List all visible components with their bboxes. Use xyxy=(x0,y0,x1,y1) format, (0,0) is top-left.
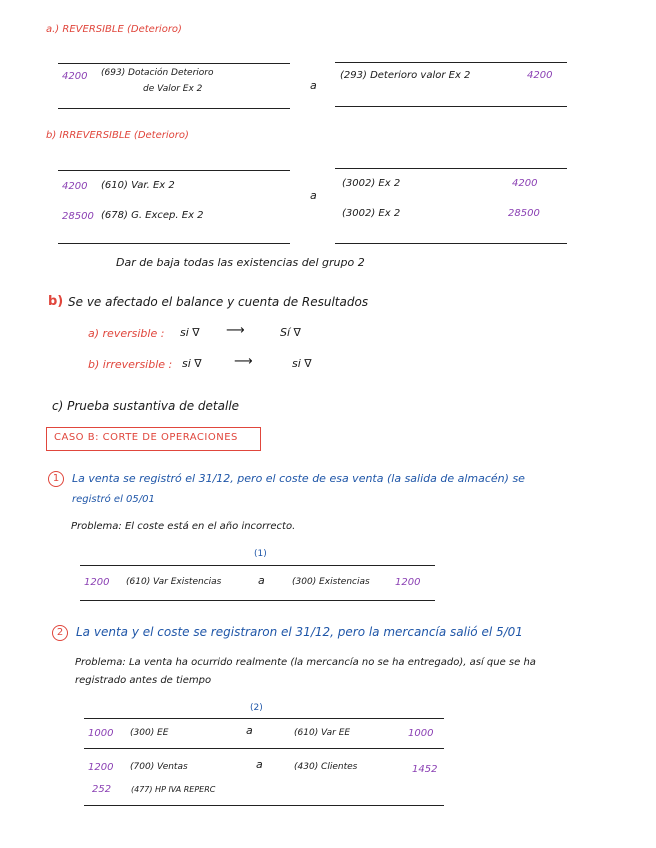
item2-entry1-top-rule xyxy=(84,718,444,719)
question-b-item-b-label: b) irreversible : xyxy=(88,358,173,371)
item2-entry1-credit-account: (610) Var EE xyxy=(294,728,351,738)
item1-debit-account: (610) Var Existencias xyxy=(126,577,222,587)
entry-a-debit-account: (693) Dotación Deterioro xyxy=(101,68,214,78)
item2-problem-line1: Problema: La venta ha ocurrido realmente (la mercancía no se ha entregado), así que se ha xyxy=(75,657,536,668)
item2-entry1-connector: a xyxy=(246,724,253,737)
item2-entry2-connector: a xyxy=(256,758,263,771)
entry-a-debit-amount: 4200 xyxy=(62,71,88,82)
item1-credit-account: (300) Existencias xyxy=(292,577,370,587)
item1-line2: registró el 05/01 xyxy=(72,494,155,505)
entry-b-row2-debit-amount: 28500 xyxy=(62,211,94,222)
question-b-item-b-right: si ∇ xyxy=(292,357,312,370)
item2-entry1-bottom-rule xyxy=(84,748,444,749)
section-b-heading: b) IRREVERSIBLE (Deterioro) xyxy=(46,130,189,141)
entry-b-connector: a xyxy=(310,189,317,202)
section-a-heading: a.) REVERSIBLE (Deterioro) xyxy=(46,24,182,35)
entry-b-row2-credit-account: (3002) Ex 2 xyxy=(342,208,401,219)
question-b-item-a-right: Sí ∇ xyxy=(280,326,301,339)
entry-a-connector: a xyxy=(310,79,317,92)
entry-b-row2-debit-account: (678) G. Excep. Ex 2 xyxy=(101,210,204,221)
item2-entry2-credit-account: (430) Clientes xyxy=(294,762,358,772)
item2-entry2-row1-debit-amount: 1200 xyxy=(88,762,114,773)
entry-b-top-rule-right xyxy=(335,168,567,169)
question-b-label: b) xyxy=(48,294,64,309)
section-b-note: Dar de baja todas las existencias del grupo 2 xyxy=(116,256,365,269)
item1-line1: La venta se registró el 31/12, pero el coste de esa venta (la salida de almacén) se xyxy=(72,472,525,485)
entry-a-bottom-rule-left xyxy=(58,108,290,109)
item1-number-circle: 1 xyxy=(48,471,64,487)
question-b-item-a-label: a) reversible : xyxy=(88,327,165,340)
item1-debit-amount: 1200 xyxy=(84,577,110,588)
entry-a-credit-amount: 4200 xyxy=(527,70,553,81)
entry-b-bottom-rule-right xyxy=(335,243,567,244)
item2-entry2-row1-debit-account: (700) Ventas xyxy=(130,762,188,772)
item2-entry1-debit-account: (300) EE xyxy=(130,728,169,738)
entry-b-top-rule-left xyxy=(58,170,290,171)
item2-entry2-credit-amount: 1452 xyxy=(412,764,438,775)
entry-b-bottom-rule-left xyxy=(58,243,290,244)
entry-b-row1-debit-amount: 4200 xyxy=(62,181,88,192)
arrow-right-icon: ⟶ xyxy=(226,323,245,338)
entry-b-row1-credit-amount: 4200 xyxy=(512,178,538,189)
item1-entry-top-rule xyxy=(80,565,435,566)
question-b-item-a-left: si ∇ xyxy=(180,326,200,339)
entry-a-top-rule-left xyxy=(58,63,290,64)
entry-a-top-rule-right xyxy=(335,62,567,63)
entry-a-bottom-rule-right xyxy=(335,106,567,107)
question-b-item-b-left: si ∇ xyxy=(182,357,202,370)
item2-entry1-debit-amount: 1000 xyxy=(88,728,114,739)
entry-b-row1-debit-account: (610) Var. Ex 2 xyxy=(101,180,175,191)
item1-problem: Problema: El coste está en el año incorrecto. xyxy=(71,521,296,532)
item1-entry-bottom-rule xyxy=(80,600,435,601)
entry-b-row1-credit-account: (3002) Ex 2 xyxy=(342,178,401,189)
case-b-title: CASO B: CORTE DE OPERACIONES xyxy=(54,432,238,443)
item2-entry1-credit-amount: 1000 xyxy=(408,728,434,739)
question-b-text: Se ve afectado el balance y cuenta de Resultados xyxy=(68,295,369,309)
item1-connector: a xyxy=(258,574,265,587)
entry-b-row2-credit-amount: 28500 xyxy=(508,208,540,219)
item2-entry2-bottom-rule xyxy=(84,805,444,806)
item2-problem-line2: registrado antes de tiempo xyxy=(75,675,212,686)
question-c-text: c) Prueba sustantiva de detalle xyxy=(52,399,240,413)
item1-entry-ref: (1) xyxy=(254,549,267,559)
arrow-right-icon: ⟶ xyxy=(234,354,253,369)
item2-entry2-row2-debit-amount: 252 xyxy=(92,784,112,795)
entry-a-debit-account-line2: de Valor Ex 2 xyxy=(143,84,203,94)
item2-line1: La venta y el coste se registraron el 31/12, pero la mercancía salió el 5/01 xyxy=(76,625,523,639)
item1-credit-amount: 1200 xyxy=(395,577,421,588)
item2-number-circle: 2 xyxy=(52,625,68,641)
item2-entry-ref: (2) xyxy=(250,703,263,713)
item2-entry2-row2-debit-account: (477) HP IVA REPERC xyxy=(131,785,216,794)
entry-a-credit-account: (293) Deterioro valor Ex 2 xyxy=(340,70,471,81)
